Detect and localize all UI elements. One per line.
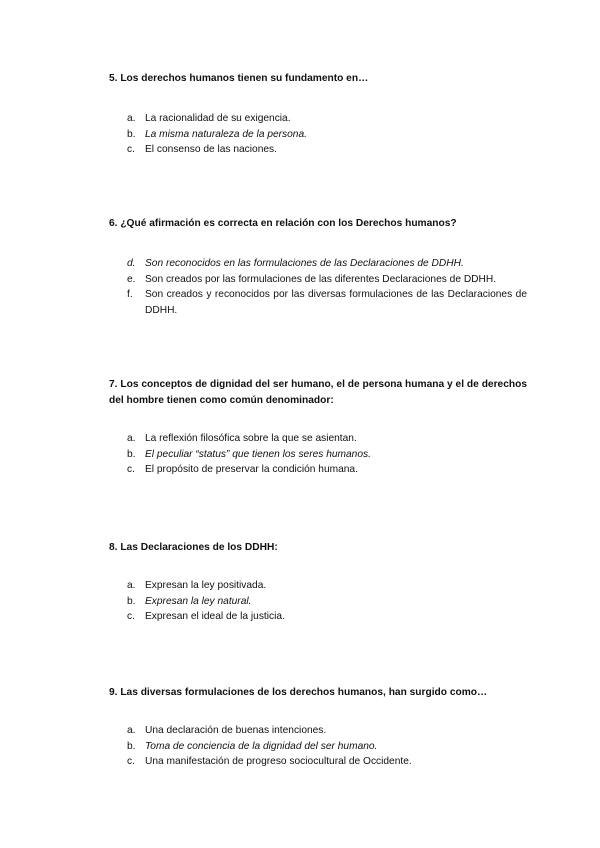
option-text: Son creados y reconocidos por las diversas formulaciones de las Declaraciones de DDHH. (145, 289, 527, 316)
option-letter: c. (127, 464, 135, 475)
option-letter: c. (127, 756, 135, 767)
question-6 (109, 216, 527, 316)
options-list (109, 431, 527, 478)
option-text: El peculiar “status” que tienen los seres humanos. (145, 448, 371, 460)
question-7 (109, 377, 527, 475)
option-text: Son creados por las formulaciones de las diferentes Declaraciones de DDHH. (145, 273, 497, 285)
options-list (109, 256, 527, 318)
option-text: Son reconocidos en las formulaciones de las Declaraciones de DDHH. (145, 258, 464, 269)
option-text: La misma naturaleza de la persona. (145, 128, 307, 140)
option-b (109, 127, 527, 143)
option-d (109, 256, 527, 272)
option-c (109, 462, 527, 478)
option-c (109, 142, 527, 158)
option-a (109, 723, 527, 739)
option-c (109, 754, 527, 770)
option-text: Toma de conciencia de la dignidad del ser humano. (145, 740, 378, 752)
option-b (109, 594, 527, 610)
option-text: El propósito de preservar la condición humana. (145, 464, 358, 475)
option-c (109, 609, 527, 625)
option-text: Expresan el ideal de la justicia. (145, 611, 285, 622)
option-f (109, 287, 527, 318)
option-a (109, 431, 527, 447)
option-a (109, 111, 527, 127)
option-b (109, 447, 527, 463)
option-text: El consenso de las naciones. (145, 144, 277, 155)
option-text: Expresan la ley positivada. (145, 580, 267, 591)
options-list (109, 578, 527, 625)
option-letter: f. (127, 289, 133, 300)
question-9 (109, 685, 527, 767)
option-letter: b. (127, 128, 136, 140)
question-text: 7. Los conceptos de dignidad del ser humano, el de persona humana y el de derechos del hombre tienen como común denominador: (109, 379, 527, 406)
option-text: Expresan la ley natural. (145, 595, 252, 607)
option-b (109, 739, 527, 755)
option-text: Una declaración de buenas intenciones. (145, 725, 327, 736)
question-text: 8. Las Declaraciones de los DDHH: (109, 542, 278, 553)
option-a (109, 578, 527, 594)
option-letter: b. (127, 740, 136, 752)
question-text: 9. Las diversas formulaciones de los derechos humanos, han surgido como… (109, 687, 488, 698)
option-letter: a. (127, 580, 136, 591)
option-letter: a. (127, 113, 136, 124)
question-text: 6. ¿Qué afirmación es correcta en relación con los Derechos humanos? (109, 218, 457, 229)
question-8 (109, 540, 527, 622)
options-list (109, 723, 527, 770)
question-text: 5. Los derechos humanos tienen su fundamento en… (109, 73, 369, 84)
question-5 (109, 71, 527, 155)
option-letter: e. (127, 273, 136, 285)
option-letter: b. (127, 448, 136, 460)
option-text: La racionalidad de su exigencia. (145, 113, 291, 124)
option-letter: a. (127, 725, 136, 736)
option-letter: c. (127, 611, 135, 622)
option-letter: c. (127, 144, 135, 155)
option-text: La reflexión filosófica sobre la que se asientan. (145, 433, 357, 444)
option-text: Una manifestación de progreso sociocultural de Occidente. (145, 756, 412, 767)
option-letter: d. (127, 258, 136, 269)
options-list (109, 111, 527, 158)
option-letter: a. (127, 433, 136, 444)
option-letter: b. (127, 595, 136, 607)
option-e (109, 272, 527, 288)
